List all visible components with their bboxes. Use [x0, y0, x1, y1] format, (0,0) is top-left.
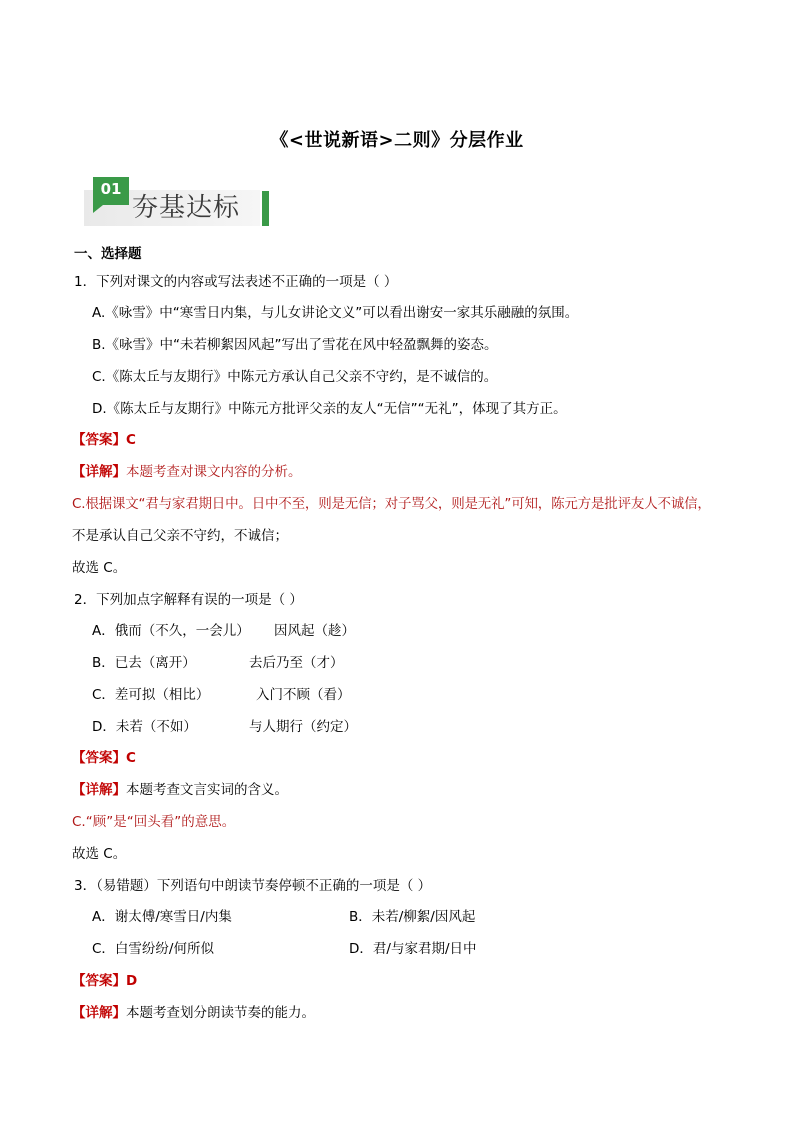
q3-detail-text: 本题考查划分朗读节奏的能力。	[126, 1005, 315, 1021]
q2-option-a-left: A．俄而（不久，一会儿）	[92, 623, 250, 639]
q2-option-d-left: D．未若（不如）	[92, 719, 197, 735]
q1-explain-line-2: 不是承认自己父亲不守约，不诚信；	[72, 528, 288, 544]
q3-detail	[72, 1003, 315, 1023]
q1-stem: 1．下列对课文的内容或写法表述不正确的一项是（ ）	[74, 274, 398, 290]
banner-label: 夯基达标	[132, 193, 241, 223]
q3-answer-value: D	[126, 973, 138, 989]
q2-explain-line-1: C.“顾”是“回头看”的意思。	[72, 814, 236, 830]
q1-option-c: C.《陈太丘与友期行》中陈元方承认自己父亲不守约，是不诚信的。	[92, 369, 498, 385]
q1-detail	[72, 462, 302, 482]
q1-detail-text: 本题考查对课文内容的分析。	[126, 464, 302, 480]
q2-conclusion: 故选 C。	[72, 846, 127, 862]
q1-option-d: D.《陈太丘与友期行》中陈元方批评父亲的友人“无信”“无礼”，体现了其方正。	[92, 401, 567, 417]
q2-answer	[72, 748, 136, 768]
q1-answer-value: C	[126, 432, 136, 448]
q2-detail	[72, 780, 288, 800]
banner-number-badge: 01	[93, 177, 129, 205]
q1-answer	[72, 430, 136, 450]
q3-option-d: D．君/与家君期/日中	[349, 941, 477, 957]
q2-option-b-left: B．已去（离开）	[92, 655, 196, 671]
q1-detail-tag: 【详解】	[72, 464, 126, 480]
q2-stem: 2．下列加点字解释有误的一项是（ ）	[74, 592, 303, 608]
q1-answer-tag: 【答案】	[72, 432, 126, 448]
q2-answer-tag: 【答案】	[72, 750, 126, 766]
page-title: 《<世说新语>二则》分层作业	[270, 130, 524, 151]
q2-detail-tag: 【详解】	[72, 782, 126, 798]
q3-option-a: A．谢太傅/寒雪日/内集	[92, 909, 232, 925]
q3-option-c: C．白雪纷纷/何所似	[92, 941, 214, 957]
q3-answer-tag: 【答案】	[72, 973, 126, 989]
q1-option-b: B.《咏雪》中“未若柳絮因风起”写出了雪花在风中轻盈飘舞的姿态。	[92, 337, 498, 353]
q1-explain-line-1: C.根据课文“君与家君期日中。日中不至，则是无信；对子骂父，则是无礼”可知，陈元方是批评友人不诚信，	[72, 496, 711, 512]
section-heading: 一、选择题	[74, 246, 142, 262]
section-banner	[84, 173, 274, 229]
q3-answer	[72, 971, 137, 991]
q3-detail-tag: 【详解】	[72, 1005, 126, 1021]
banner-accent-bar	[262, 191, 269, 226]
q2-option-b-right: 去后乃至（才）	[249, 655, 344, 671]
q3-stem: 3．（易错题）下列语句中朗读节奏停顿不正确的一项是（ ）	[74, 878, 432, 894]
q2-detail-text: 本题考查文言实词的含义。	[126, 782, 288, 798]
q1-conclusion: 故选 C。	[72, 560, 127, 576]
q2-option-d-right: 与人期行（约定）	[249, 719, 357, 735]
q2-option-c-left: C．差可拟（相比）	[92, 687, 210, 703]
q3-option-b: B．未若/柳絮/因风起	[349, 909, 476, 925]
q2-option-c-right: 入门不顾（看）	[256, 687, 351, 703]
banner-badge-tail	[93, 205, 103, 213]
q2-answer-value: C	[126, 750, 136, 766]
q2-option-a-right: 因风起（趁）	[274, 623, 355, 639]
q1-option-a: A.《咏雪》中“寒雪日内集，与儿女讲论文义”可以看出谢安一家其乐融融的氛围。	[92, 305, 579, 321]
